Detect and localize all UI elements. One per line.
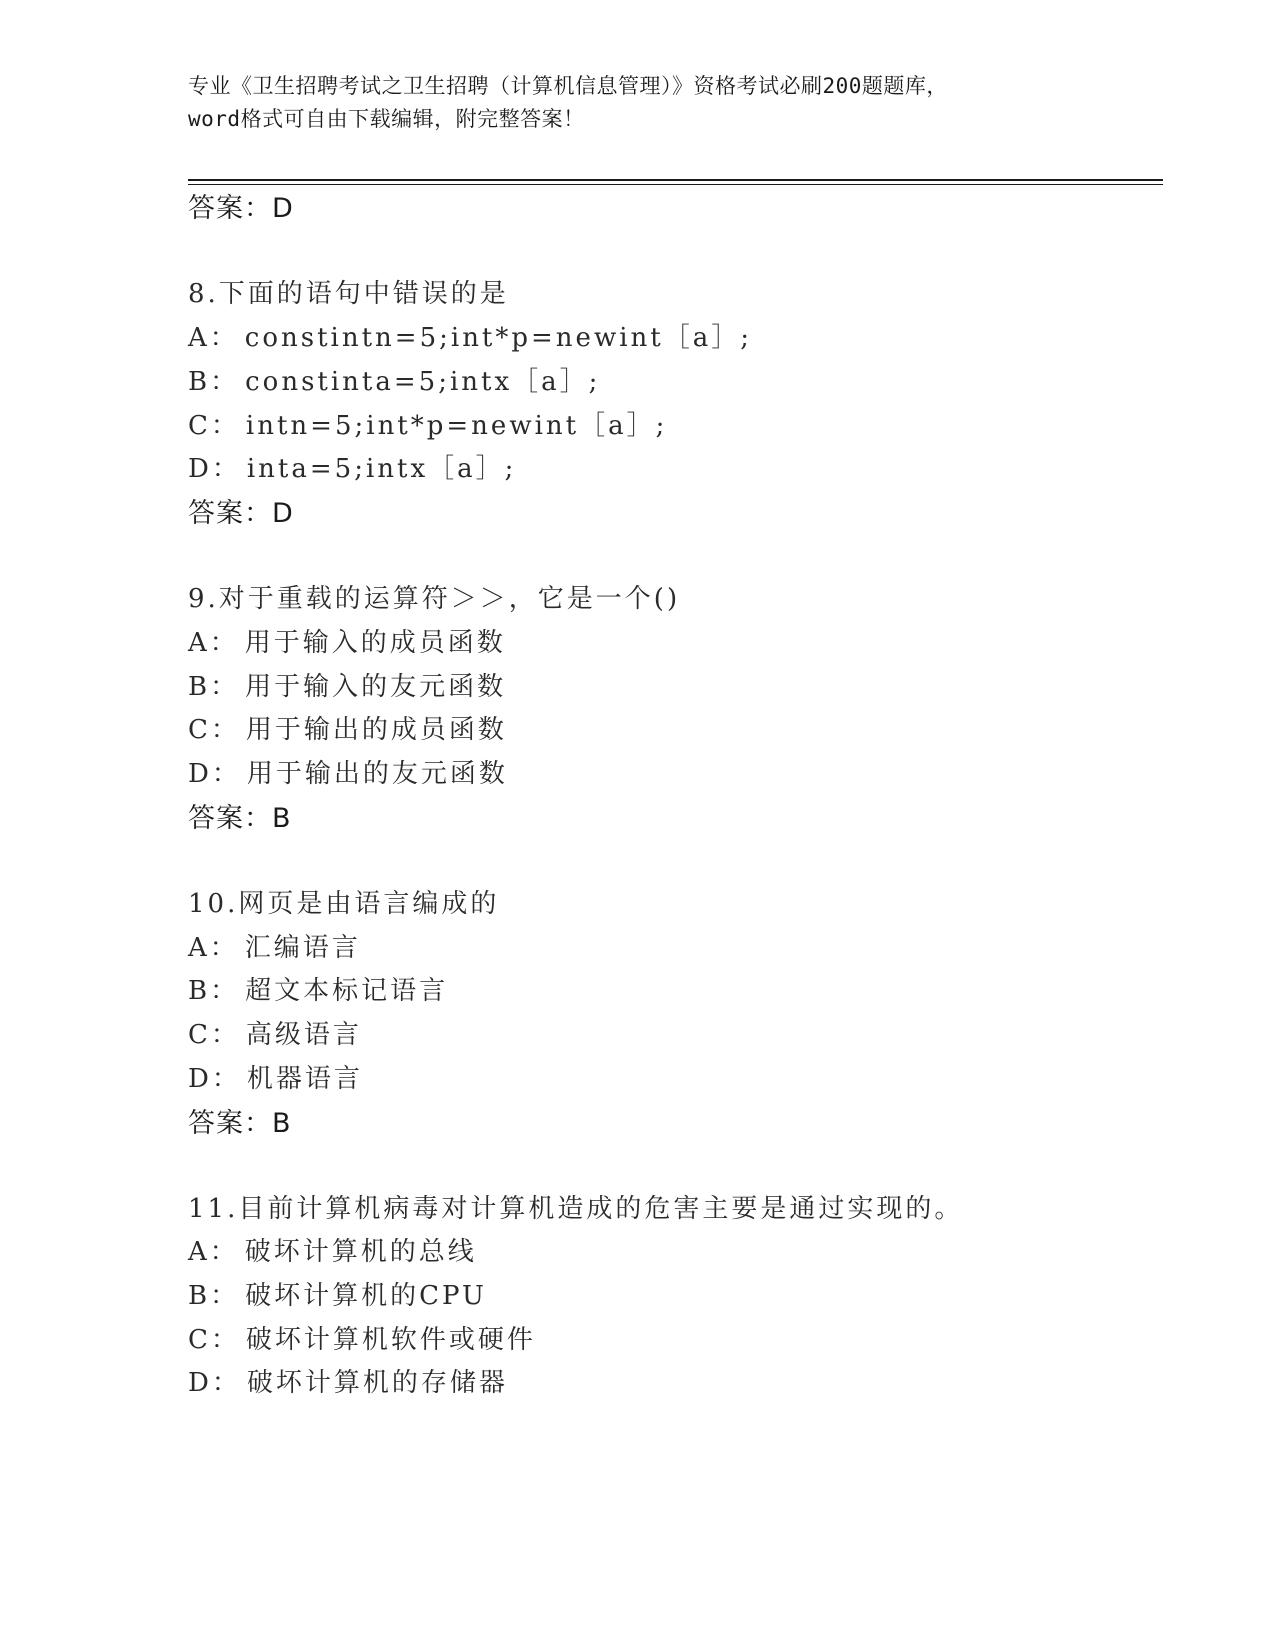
- question-9-option-b: [188, 666, 506, 703]
- question-11-text: 11.目前计算机病毒对计算机造成的危害主要是通过实现的。: [188, 1194, 964, 1224]
- option-label: A：: [188, 933, 239, 963]
- question-9-option-d: [188, 753, 508, 790]
- option-text: 破坏计算机软件或硬件: [245, 1325, 536, 1355]
- question-10-answer: 答案：B: [188, 1108, 292, 1139]
- option-label: D：: [188, 759, 241, 789]
- question-11-option-b: [188, 1275, 487, 1312]
- option-label: A：: [188, 628, 239, 658]
- option-label: C：: [188, 715, 240, 745]
- option-text: 超文本标记语言: [245, 976, 449, 1006]
- question-9-option-c: [188, 709, 507, 746]
- option-label: D：: [188, 1064, 241, 1094]
- option-text: 用于输入的成员函数: [244, 628, 506, 658]
- question-11-option-d: [188, 1362, 508, 1399]
- option-label: C：: [188, 411, 240, 441]
- option-text: 机器语言: [246, 1064, 363, 1094]
- option-label: D：: [188, 454, 241, 484]
- option-text: intn=5;int*p=newint［a］;: [245, 411, 668, 441]
- previous-answer: 答案：D: [188, 193, 294, 224]
- option-label: A：: [188, 1237, 239, 1267]
- question-11-option-c: [188, 1319, 536, 1356]
- option-label: D：: [188, 1368, 241, 1398]
- question-11-option-a: [188, 1231, 477, 1268]
- option-label: B：: [188, 367, 240, 397]
- option-label: C：: [188, 1325, 240, 1355]
- option-text: 用于输出的友元函数: [246, 759, 508, 789]
- option-text: 破坏计算机的存储器: [246, 1368, 508, 1398]
- document-header: [188, 70, 1088, 136]
- question-10-option-d: [188, 1058, 363, 1095]
- question-8-option-b: [188, 361, 600, 398]
- question-8-text: 8.下面的语句中错误的是: [188, 279, 509, 309]
- header-line-1: 专业《卫生招聘考试之卫生招聘（计算机信息管理）》资格考试必刷200题题库，: [188, 74, 948, 98]
- question-8-option-c: [188, 405, 667, 442]
- option-text: inta=5;intx［a］;: [246, 454, 517, 484]
- option-text: 汇编语言: [244, 933, 361, 963]
- option-label: B：: [188, 976, 240, 1006]
- question-10-option-a: [188, 927, 361, 964]
- option-text: 破坏计算机的CPU: [245, 1281, 487, 1311]
- option-text: 用于输出的成员函数: [245, 715, 507, 745]
- option-text: 用于输入的友元函数: [245, 672, 507, 702]
- question-9-text: 9.对于重载的运算符＞＞，它是一个(): [188, 584, 681, 614]
- question-9-answer: 答案：B: [188, 803, 292, 834]
- question-8-answer: 答案：D: [188, 498, 294, 529]
- option-label: B：: [188, 1281, 240, 1311]
- question-9-option-a: [188, 622, 506, 659]
- header-divider: [188, 179, 1163, 185]
- question-8-option-d: [188, 448, 516, 485]
- option-text: constintn=5;int*p=newint［a］;: [244, 323, 752, 353]
- question-8-option-a: [188, 317, 752, 354]
- question-10-option-b: [188, 970, 448, 1007]
- header-line-2: word格式可自由下载编辑，附完整答案！: [188, 107, 585, 131]
- question-10-text: 10.网页是由语言编成的: [188, 889, 500, 919]
- question-10-option-c: [188, 1014, 362, 1051]
- option-label: C：: [188, 1020, 240, 1050]
- option-text: 破坏计算机的总线: [244, 1237, 477, 1267]
- option-text: 高级语言: [245, 1020, 362, 1050]
- option-label: A：: [188, 323, 239, 353]
- option-label: B：: [188, 672, 240, 702]
- option-text: constinta=5;intx［a］;: [245, 367, 601, 397]
